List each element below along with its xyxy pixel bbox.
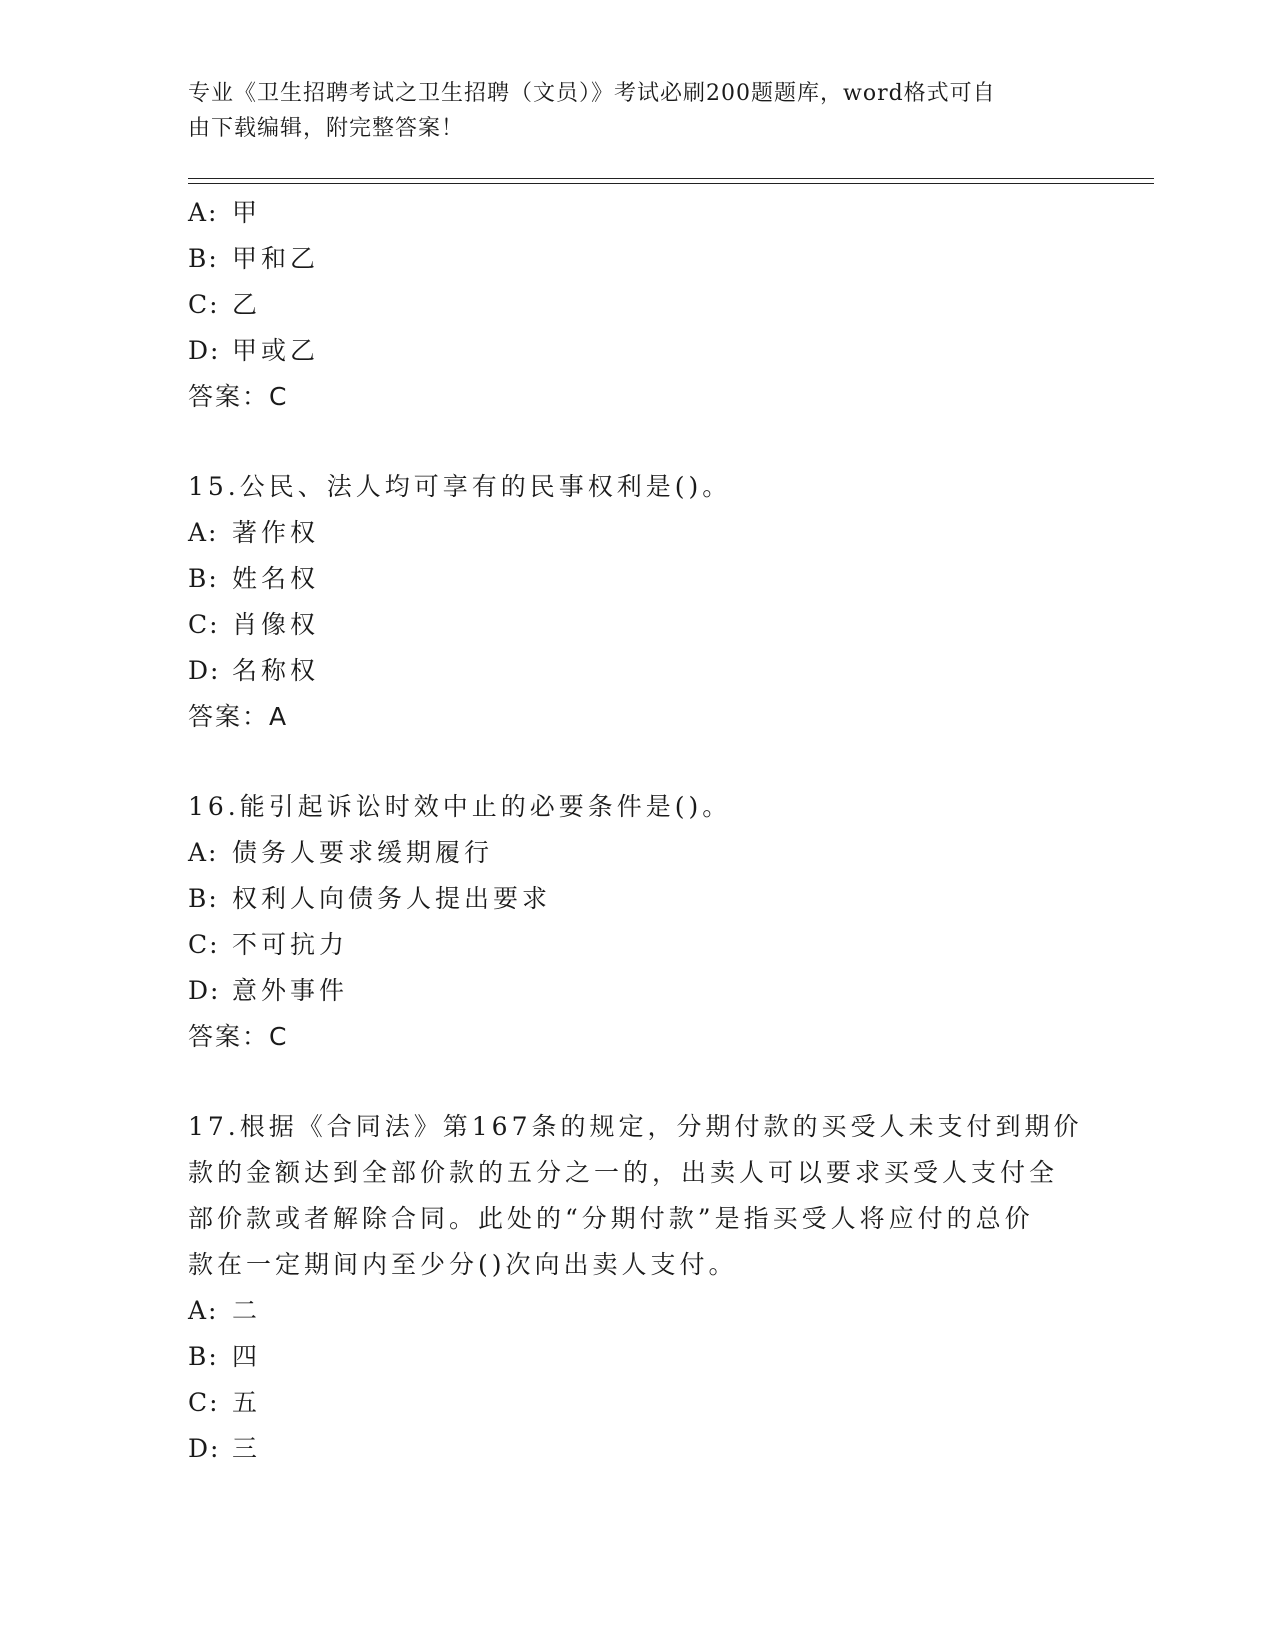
answer-line: 答案：C bbox=[188, 1022, 289, 1051]
option-label: D: bbox=[188, 336, 221, 365]
header-divider-top bbox=[188, 178, 1154, 179]
question-15 bbox=[188, 464, 1088, 740]
option-text: 五 bbox=[232, 1388, 262, 1417]
option-c bbox=[188, 602, 1088, 648]
option-label: C: bbox=[188, 930, 220, 959]
spacer bbox=[188, 420, 1088, 464]
option-c bbox=[188, 922, 1088, 968]
option-text: 意外事件 bbox=[232, 976, 349, 1005]
option-b bbox=[188, 1334, 1088, 1380]
question-16 bbox=[188, 784, 1088, 1060]
option-text: 肖像权 bbox=[232, 610, 320, 639]
option-text: 甲或乙 bbox=[232, 336, 320, 365]
option-text: 乙 bbox=[232, 290, 262, 319]
spacer bbox=[188, 740, 1088, 784]
option-text: 甲和乙 bbox=[232, 244, 320, 273]
option-text: 权利人向债务人提出要求 bbox=[232, 884, 552, 913]
option-label: A: bbox=[188, 838, 219, 867]
answer-line: 答案：C bbox=[188, 382, 289, 411]
option-a bbox=[188, 830, 1088, 876]
option-b bbox=[188, 236, 1088, 282]
option-a bbox=[188, 190, 1088, 236]
option-c bbox=[188, 282, 1088, 328]
option-b bbox=[188, 556, 1088, 602]
question-text-line: 17.根据《合同法》第167条的规定，分期付款的买受人未支付到期价 bbox=[188, 1112, 1083, 1141]
answer-line: 答案：A bbox=[188, 702, 289, 731]
option-label: B: bbox=[188, 884, 219, 913]
header-line-1: 专业《卫生招聘考试之卫生招聘（文员）》考试必刷200题题库，word格式可自 bbox=[188, 81, 996, 106]
header-line-2: 由下载编辑，附完整答案！ bbox=[188, 116, 465, 141]
option-a bbox=[188, 510, 1088, 556]
question-text-line: 款的金额达到全部价款的五分之一的，出卖人可以要求买受人支付全 bbox=[188, 1158, 1059, 1187]
option-d bbox=[188, 648, 1088, 694]
option-label: D: bbox=[188, 976, 221, 1005]
option-text: 不可抗力 bbox=[232, 930, 349, 959]
question-text: 16.能引起诉讼时效中止的必要条件是()。 bbox=[188, 792, 732, 821]
option-text: 甲 bbox=[232, 198, 262, 227]
option-label: B: bbox=[188, 564, 219, 593]
option-text: 名称权 bbox=[232, 656, 320, 685]
option-text: 四 bbox=[232, 1342, 262, 1371]
header-divider-bottom bbox=[188, 183, 1154, 184]
option-text: 三 bbox=[232, 1434, 262, 1463]
option-d bbox=[188, 328, 1088, 374]
question-list bbox=[188, 190, 1088, 1472]
option-c bbox=[188, 1380, 1088, 1426]
question-14 bbox=[188, 190, 1088, 420]
question-text: 15.公民、法人均可享有的民事权利是()。 bbox=[188, 472, 732, 501]
option-d bbox=[188, 968, 1088, 1014]
option-label: C: bbox=[188, 610, 220, 639]
option-d bbox=[188, 1426, 1088, 1472]
document-header bbox=[188, 76, 1068, 146]
option-text: 债务人要求缓期履行 bbox=[232, 838, 494, 867]
option-label: A: bbox=[188, 1296, 219, 1325]
question-17 bbox=[188, 1104, 1088, 1472]
spacer bbox=[188, 1060, 1088, 1104]
option-label: C: bbox=[188, 1388, 220, 1417]
option-label: B: bbox=[188, 1342, 219, 1371]
question-text-line: 部价款或者解除合同。此处的“分期付款”是指买受人将应付的总价 bbox=[188, 1204, 1034, 1233]
option-text: 姓名权 bbox=[232, 564, 320, 593]
option-label: D: bbox=[188, 1434, 221, 1463]
option-text: 著作权 bbox=[232, 518, 320, 547]
option-a bbox=[188, 1288, 1088, 1334]
option-b bbox=[188, 876, 1088, 922]
option-label: B: bbox=[188, 244, 219, 273]
option-text: 二 bbox=[232, 1296, 262, 1325]
option-label: D: bbox=[188, 656, 221, 685]
option-label: C: bbox=[188, 290, 220, 319]
question-text-line: 款在一定期间内至少分()次向出卖人支付。 bbox=[188, 1250, 738, 1279]
option-label: A: bbox=[188, 198, 219, 227]
option-label: A: bbox=[188, 518, 219, 547]
